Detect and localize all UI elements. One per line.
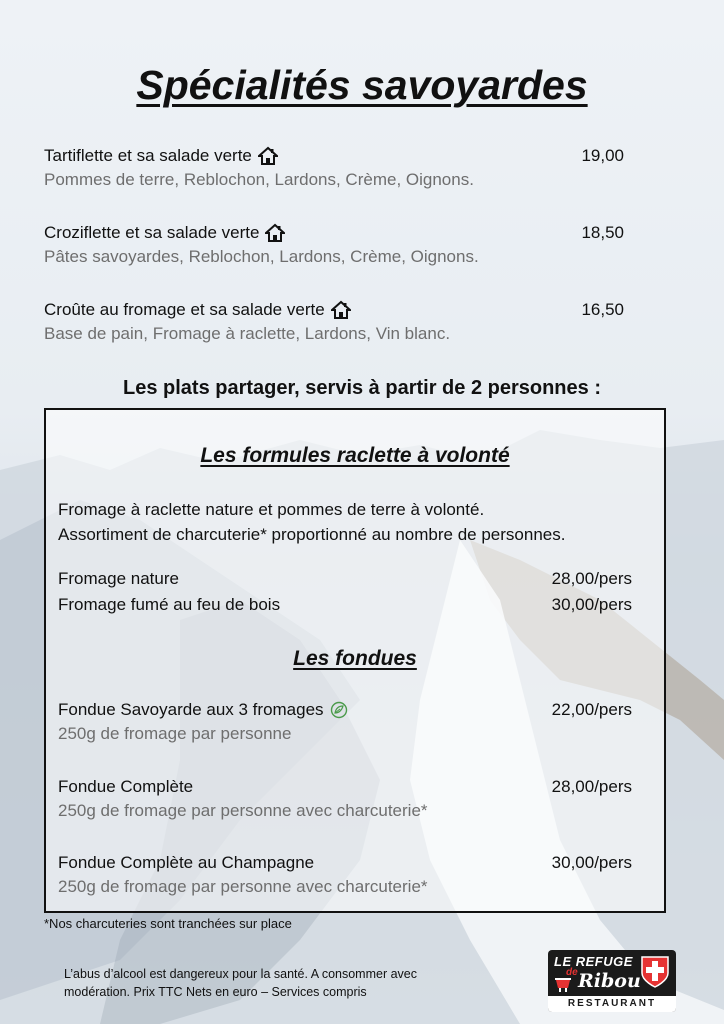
fondues-title: Les fondues <box>293 647 417 670</box>
item-price: 30,00/pers <box>551 595 632 614</box>
logo-text: LE REFUGE <box>554 954 633 969</box>
item-name: Fondue Complète <box>58 777 194 796</box>
item-price: 16,50 <box>581 300 624 319</box>
item-name: Croûte au fromage et sa salade verte <box>44 300 325 319</box>
raclette-intro-line: Assortiment de charcuterie* proportionné au nombre de personnes. <box>58 525 566 544</box>
item-price: 18,50 <box>581 223 624 242</box>
menu-item-tartiflette <box>44 144 624 190</box>
page-title: Spécialités savoyardes <box>136 62 588 108</box>
legal-line: modération. Prix TTC Nets en euro – Services compris <box>64 985 367 999</box>
item-description: Pâtes savoyardes, Reblochon, Lardons, Crème, Oignons. <box>44 247 479 266</box>
menu-item-croute-au-fromage <box>44 298 624 344</box>
item-description: Pommes de terre, Reblochon, Lardons, Crème, Oignons. <box>44 170 474 189</box>
menu-item-croziflette <box>44 221 624 267</box>
item-price: 19,00 <box>581 146 624 165</box>
item-description: Base de pain, Fromage à raclette, Lardons, Vin blanc. <box>44 324 451 343</box>
item-name: Fromage nature <box>58 569 179 588</box>
legal-line: L’abus d’alcool est dangereux pour la santé. A consommer avec <box>64 967 417 981</box>
footnote: *Nos charcuteries sont tranchées sur place <box>44 916 292 931</box>
raclette-title: Les formules raclette à volonté <box>200 444 510 467</box>
item-name: Fondue Complète au Champagne <box>58 853 315 872</box>
item-price: 28,00/pers <box>551 569 632 588</box>
raclette-item-nature <box>58 567 632 591</box>
logo-text: de <box>566 967 578 978</box>
item-price: 28,00/pers <box>551 777 632 796</box>
item-name: Croziflette et sa salade verte <box>44 223 260 242</box>
fondue-pot-icon <box>554 972 572 992</box>
item-price: 22,00/pers <box>551 700 632 719</box>
legal-notice <box>64 965 484 1001</box>
item-price: 30,00/pers <box>551 853 632 872</box>
item-description: 250g de fromage par personne avec charcuterie* <box>58 877 428 896</box>
item-name: Tartiflette et sa salade verte <box>44 146 252 165</box>
house-icon <box>258 146 278 166</box>
restaurant-logo <box>548 950 676 1012</box>
fondue-item-savoyarde <box>58 698 632 744</box>
raclette-intro-line: Fromage à raclette nature et pommes de terre à volonté. <box>58 500 485 519</box>
item-description: 250g de fromage par personne avec charcuterie* <box>58 801 428 820</box>
fondue-item-complete <box>58 775 632 821</box>
item-name: Fondue Savoyarde aux 3 fromages <box>58 700 324 719</box>
share-heading: Les plats partager, servis à partir de 2 personnes : <box>123 377 601 399</box>
fondue-item-champagne <box>58 851 632 897</box>
logo-text: Ribou <box>578 970 641 992</box>
savoie-shield-icon <box>640 955 670 989</box>
house-icon <box>331 300 351 320</box>
house-icon <box>265 223 285 243</box>
item-name: Fromage fumé au feu de bois <box>58 595 281 614</box>
logo-footer: RESTAURANT <box>548 996 676 1012</box>
sharing-dishes-box <box>44 408 666 913</box>
item-description: 250g de fromage par personne <box>58 724 292 743</box>
raclette-item-fume <box>58 593 632 617</box>
vegetarian-leaf-icon <box>330 701 348 719</box>
